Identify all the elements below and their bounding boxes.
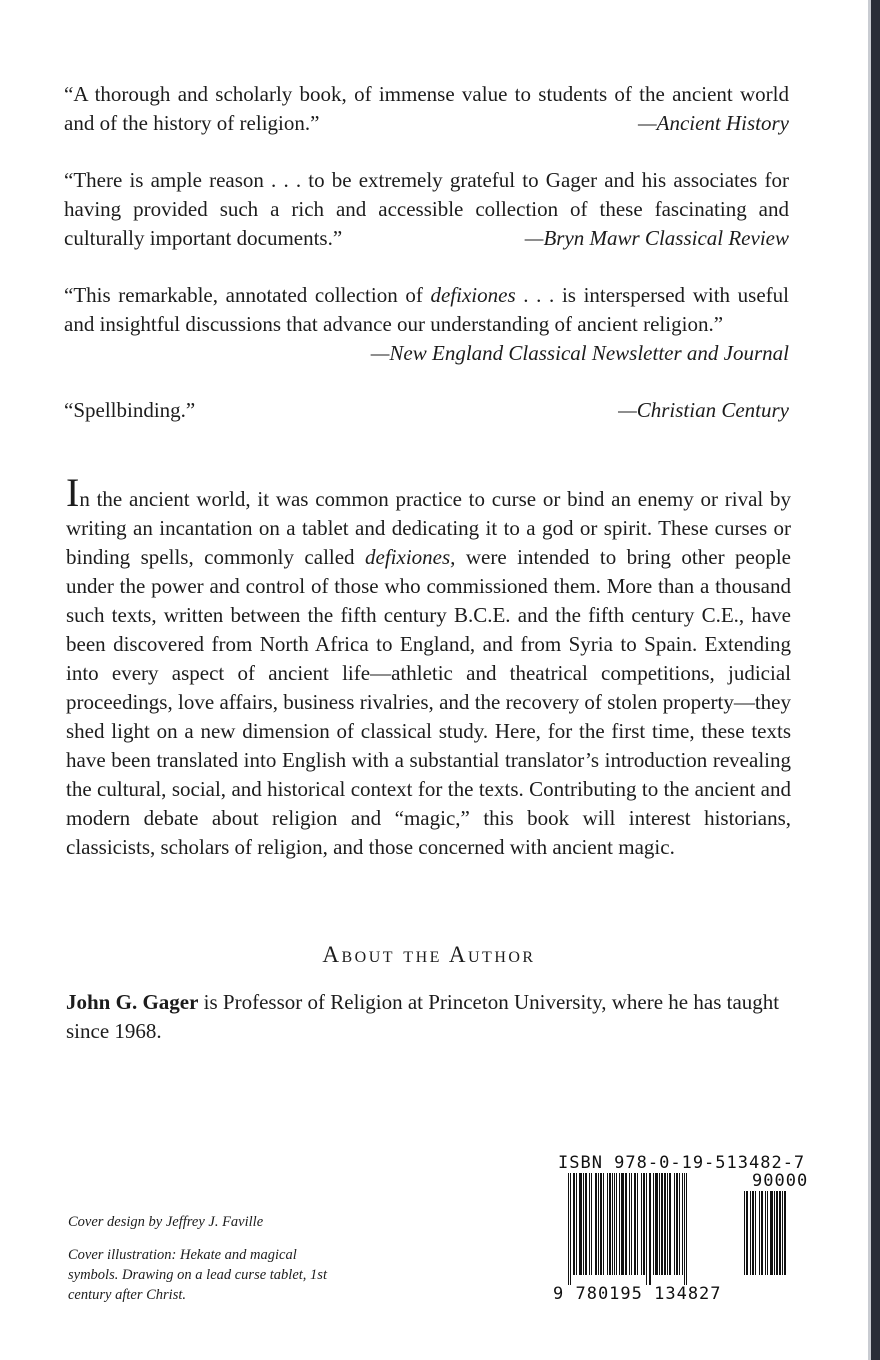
cover-illustration-credit: Cover illustration: Hekate and magical symbols. Drawing on a lead curse tablet, 1st century after Christ.	[68, 1247, 327, 1303]
barcode-bar	[591, 1173, 592, 1275]
price-addon-barcode	[744, 1191, 824, 1285]
barcode-bar	[570, 1173, 571, 1285]
barcode-bar	[784, 1191, 786, 1275]
barcode-bar	[649, 1173, 651, 1285]
barcode-bar	[774, 1191, 775, 1275]
barcode-bar	[767, 1191, 768, 1275]
author-name: John G. Gager	[66, 990, 199, 1014]
barcode-bar	[674, 1173, 675, 1275]
barcode-bar	[667, 1173, 668, 1275]
description-part-2: were intended to bring other people under the power and control of those who commissioned them. More than a thousand such texts, written between the fifth century B.C.E. and the fifth century C.E., have been discovered from North Africa to England, and from Syria to Spain. Extending into every aspect of ancient life—athletic and theatrical competitions, judicial proceedings, love affairs, business rivalries, and the recovery of stolen property—they shed light on a new dimension of classical study. Here, for the first time, these texts have been translated into English with a substantial translator’s introduction revealing the cultural, social, and historical context for the texts. Contributing to the ancient and modern debate about religion and “magic,” this book will interest historians, classicists, scholars of religion, and those concerned with ancient magic.	[66, 545, 791, 859]
barcode-bar	[634, 1173, 636, 1275]
barcode-bar	[643, 1173, 645, 1275]
about-author-heading: About the Author	[322, 942, 536, 967]
barcode-bar	[659, 1173, 660, 1275]
barcode-bar	[619, 1173, 620, 1275]
barcode-bar	[568, 1173, 569, 1285]
barcode-bar	[614, 1173, 615, 1275]
barcode-bar	[583, 1173, 584, 1275]
barcode-bar	[621, 1173, 624, 1275]
barcode-bar	[585, 1173, 587, 1275]
barcode-bar	[684, 1173, 685, 1285]
description-part-1: n the ancient world, it was common practice to curse or bind an enemy or rival by writing an incantation on a tablet and dedicating it to a god or spirit. These curses or binding spells, commonly called	[66, 487, 791, 569]
barcode-bar	[598, 1173, 599, 1275]
barcode-bar	[629, 1173, 630, 1275]
barcode-bar	[664, 1173, 666, 1275]
barcode-bar	[616, 1173, 617, 1275]
barcode-bar	[779, 1191, 781, 1275]
barcode-bar	[669, 1173, 671, 1275]
description-italic: defixiones,	[365, 545, 456, 569]
barcode-bar	[761, 1191, 763, 1275]
quote-source: —Ancient History	[637, 111, 789, 135]
barcode-bar	[686, 1173, 687, 1285]
barcode-bar	[589, 1173, 590, 1275]
quote-text-before: “This remarkable, annotated collection of	[64, 283, 431, 307]
barcode-bar	[752, 1191, 754, 1275]
author-bio-text: is Professor of Religion at Princeton University, where he has taught since 1968.	[66, 990, 780, 1043]
barcode-bar	[750, 1191, 751, 1275]
quote-text: “A thorough and scholarly book, of immense value to students of the ancient world and of the history of religion.”	[64, 82, 789, 135]
review-quote-2	[64, 166, 789, 253]
barcode-bar	[573, 1173, 575, 1275]
barcode-bar	[682, 1173, 683, 1275]
barcode-bar	[579, 1173, 582, 1275]
quote-text: “There is ample reason . . . to be extremely grateful to Gager and his associates for having provided such a rich and accessible collection of these fascinating and culturally important documents.”	[64, 168, 789, 250]
barcode-bar	[744, 1191, 745, 1275]
barcode-bar	[661, 1173, 663, 1275]
barcode-bar	[609, 1173, 611, 1275]
barcode-bar	[625, 1173, 627, 1275]
isbn-barcode	[568, 1173, 738, 1285]
barcode-bar	[655, 1173, 658, 1275]
barcode-bar	[637, 1173, 638, 1275]
barcode-bar	[612, 1173, 613, 1275]
cover-design-credit: Cover design by Jeffrey J. Faville	[68, 1214, 264, 1230]
barcode-bar	[765, 1191, 766, 1275]
review-quote-3	[64, 281, 789, 368]
barcode-bar	[755, 1191, 756, 1275]
barcode-bar	[646, 1173, 647, 1285]
review-quote-1	[64, 80, 789, 138]
barcode-bar	[676, 1173, 678, 1275]
barcode-digits: 9 780195 134827	[553, 1284, 722, 1304]
spine-edge	[871, 0, 880, 1360]
isbn-label: ISBN 978-0-19-513482-7	[558, 1153, 806, 1173]
quote-text: “Spellbinding.”	[64, 398, 196, 422]
quote-source: —Bryn Mawr Classical Review	[524, 226, 789, 250]
barcode-bar	[653, 1173, 654, 1275]
barcode-bar	[782, 1191, 783, 1275]
barcode-bar	[759, 1191, 760, 1275]
quote-source: —New England Classical Newsletter and Journal	[370, 341, 789, 365]
barcode-bar	[776, 1191, 778, 1275]
drop-cap: I	[66, 470, 80, 515]
book-description	[66, 470, 791, 862]
author-bio	[66, 988, 791, 1046]
barcode-bar	[600, 1173, 602, 1275]
quote-text-after: . . . is interspersed with useful and insightful discussions that advance our understanding of ancient religion.”	[64, 283, 789, 336]
barcode-bar	[576, 1173, 577, 1275]
barcode-bar	[595, 1173, 597, 1275]
barcode-bar	[631, 1173, 632, 1275]
barcode-bar	[770, 1191, 773, 1275]
quote-text-italic: defixiones	[430, 283, 516, 307]
barcode-bar	[641, 1173, 642, 1275]
quote-source: —Christian Century	[618, 398, 789, 422]
barcode-addon-label: 90000	[752, 1171, 809, 1191]
barcode-bar	[679, 1173, 680, 1275]
barcode-bar	[746, 1191, 748, 1275]
barcode-bar	[603, 1173, 604, 1275]
barcode-bar	[607, 1173, 608, 1275]
review-quote-4	[64, 396, 789, 425]
